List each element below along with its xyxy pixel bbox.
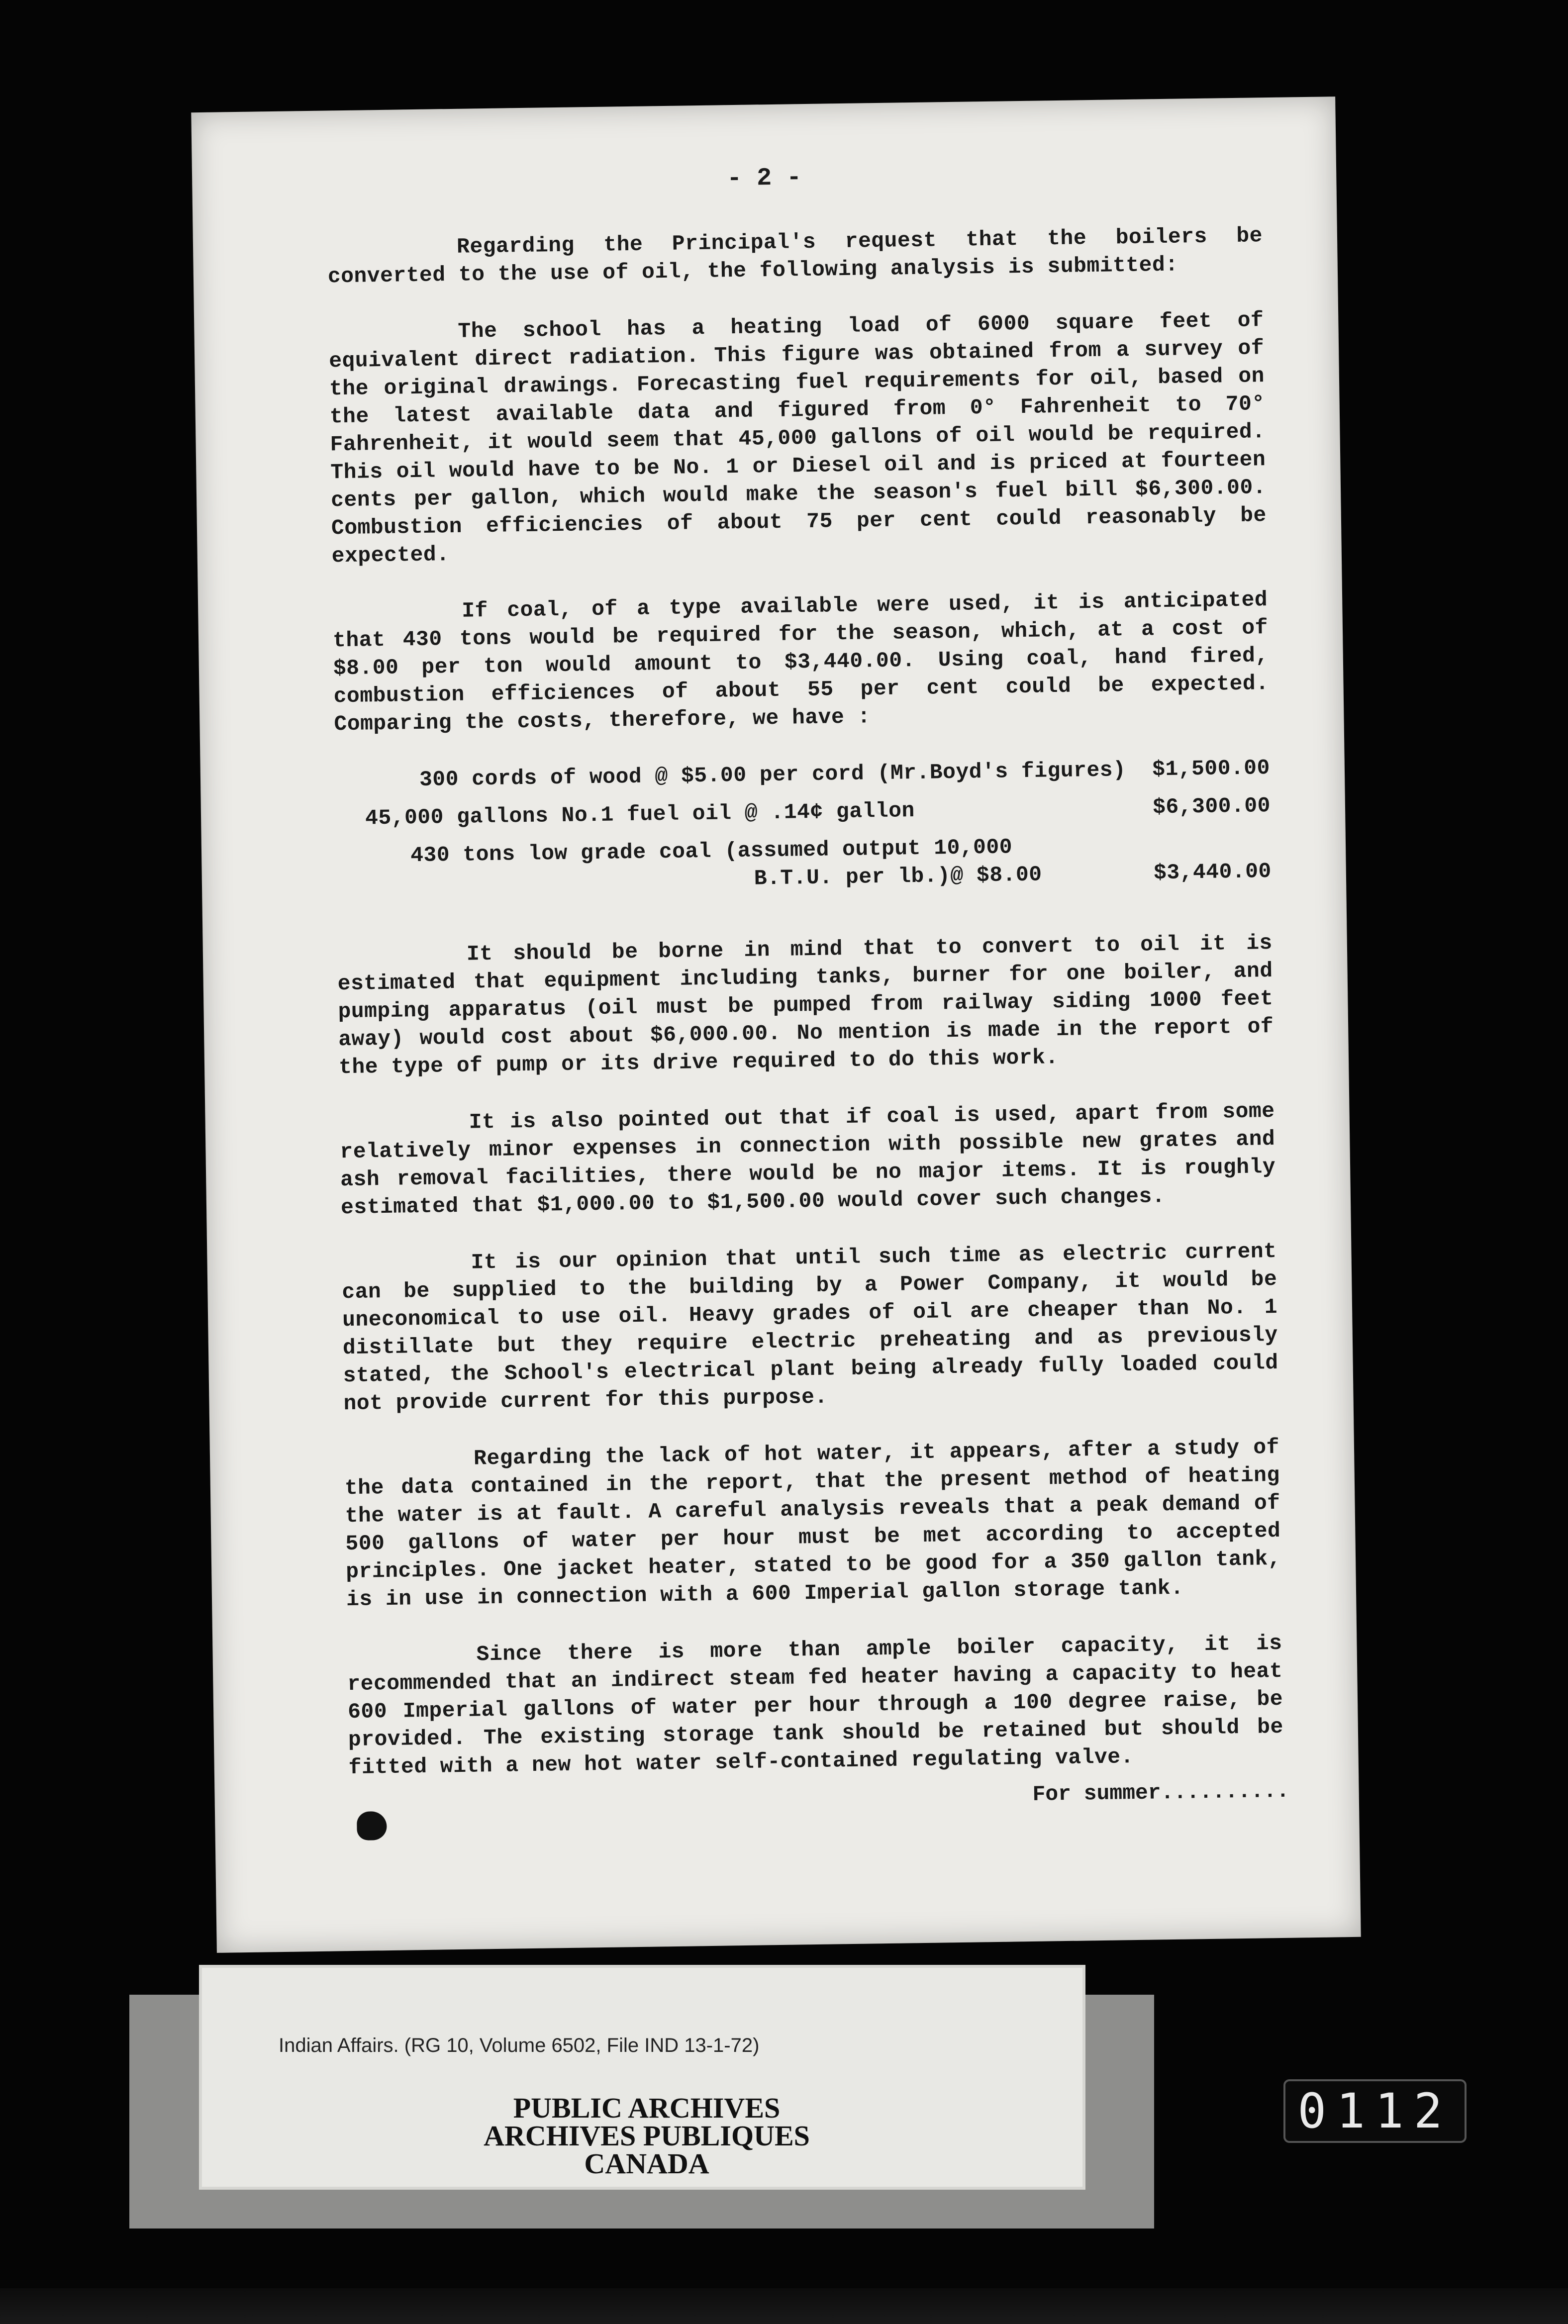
cost-description: 45,000 gallons No.1 fuel oil @ .14¢ gallon — [365, 798, 915, 831]
stamp-line: CANADA — [584, 2147, 709, 2180]
archive-reference: Indian Affairs. (RG 10, Volume 6502, File IND 13-1-72) — [279, 2034, 760, 2056]
cost-amount: $6,300.00 — [1152, 793, 1271, 820]
archive-stamp — [348, 2094, 945, 2178]
cost-comparison-list — [335, 754, 1272, 907]
stamp-line: PUBLIC ARCHIVES — [513, 2092, 781, 2124]
cost-amount: $3,440.00 — [1153, 859, 1272, 885]
frame-number: 0112 — [1283, 2079, 1467, 2143]
paragraph-8: Since there is more than ample boiler capacity, it is recommended that an indirect steam fed heater having a capacity to heat 600 Imperial gallons of water per hour through a 100 degree raise, be provided. The existing storage tank should be retained but should be fitted with a new hot water self-contained regulating valve. — [347, 1631, 1284, 1780]
paragraph-5: It is also pointed out that if coal is used, apart from some relatively minor expenses in connection with possible new grates and ash removal facilities, there would be no major items. It is roughly estimated that $1,000.00 to $1,500.00 would cover such changes. — [340, 1099, 1276, 1220]
continuation-note: For summer.......... — [1032, 1778, 1289, 1807]
paragraph-7: Regarding the lack of hot water, it appears, after a study of the data contained in the report, that the present method of heating the water is at fault. A careful analysis reveals that a peak demand of 500 gallons of water per hour must be met according to accepted principles. One jacket heater, stated to be good for a 350 gallon tank, is in use in connection with a 600 Imperial gallon storage tank. — [344, 1435, 1281, 1612]
cost-description-continued: B.T.U. per lb.)@ $8.00 — [754, 862, 1042, 891]
ink-blot — [357, 1811, 387, 1840]
film-edge — [0, 2288, 1568, 2324]
cost-amount: $1,500.00 — [1152, 756, 1271, 782]
cost-description: 300 cords of wood @ $5.00 per cord (Mr.Boyd's figures) — [419, 758, 1126, 792]
cost-description: 430 tons low grade coal (assumed output 10,000 — [410, 835, 1013, 868]
paragraph-3: If coal, of a type available were used, it is anticipated that 430 tons would be required for the season, which, at a cost of $8.00 per ton would amount to $3,440.00. Using coal, hand fired, combustion efficiences of about 55 per cent could be expected. Comparing the costs, therefore, we have : — [332, 587, 1269, 737]
paragraph-1: Regarding the Principal's request that the boilers be converted to the use of oil, the following analysis is submitted: — [327, 223, 1263, 289]
document-body — [327, 222, 1284, 1811]
document-page — [191, 97, 1361, 1953]
paragraph-6: It is our opinion that until such time as electric current can be supplied to the building by a Power Company, it would be uneconomical to use oil. Heavy grades of oil are cheaper than No. 1 distillate but they require electric preheating and as previously stated, the School's electrical plant being already fully loaded could not provide current for this purpose. — [342, 1239, 1278, 1416]
page-number: - 2 - — [726, 164, 802, 194]
paragraph-2: The school has a heating load of 6000 square feet of equivalent direct radiation. This figure was obtained from a survey of the original drawings. Forecasting fuel requirements for oil, based on the latest available data and figured from 0° Fahrenheit to 70° Fahrenheit, it would seem that 45,000 gallons of oil would be required. This oil would have to be No. 1 or Diesel oil and is priced at fourteen cents per gallon, which would make the season's fuel bill $6,300.00. Combustion efficiencies of about 75 per cent could reasonably be expected. — [328, 308, 1267, 569]
stamp-line: ARCHIVES PUBLIQUES — [484, 2120, 810, 2152]
cost-row-coal — [336, 830, 1272, 907]
paragraph-4: It should be borne in mind that to convert to oil it is estimated that equipment including tanks, burner for one boiler, and pumping apparatus (oil must be pumped from railway siding 1000 feet away) would cost about $6,000.00. No mention is made in the report of the type of pump or its drive required to do this work. — [337, 931, 1274, 1080]
